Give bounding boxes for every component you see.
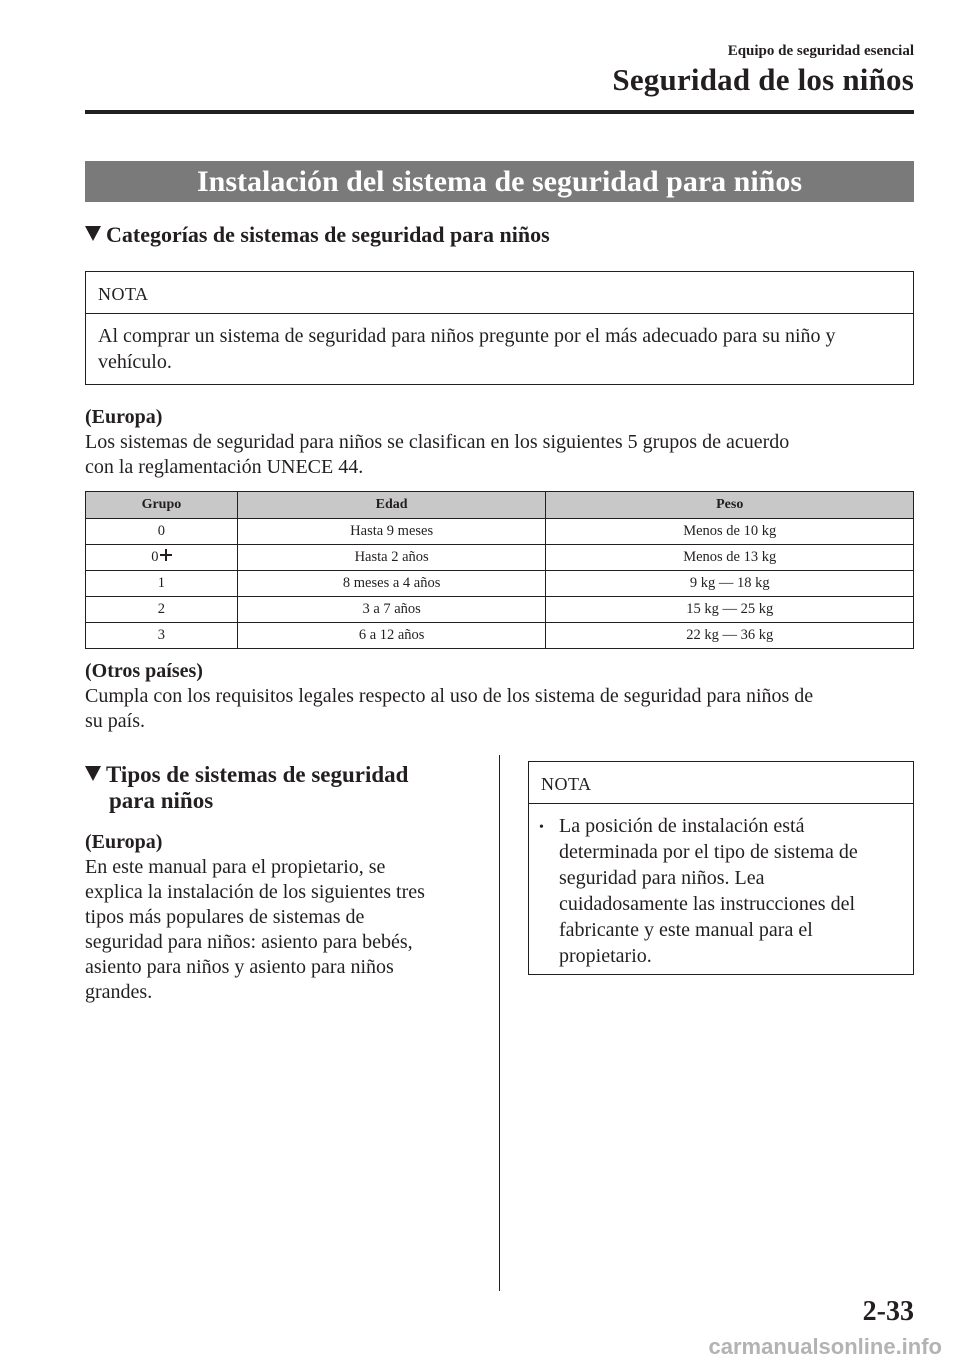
section2-line: explica la instalación de los siguientes tres bbox=[85, 881, 425, 903]
section-banner: Instalación del sistema de seguridad para niños bbox=[85, 161, 914, 202]
note-bullet-text bbox=[559, 813, 858, 969]
watermark[interactable]: carmanualsonline.info bbox=[708, 1334, 942, 1359]
col-header-grupo: Grupo bbox=[86, 492, 238, 519]
cell-grupo: 2 bbox=[86, 597, 238, 623]
cell-peso: 22 kg ― 36 kg bbox=[546, 623, 914, 649]
section1-heading-text: Categorías de sistemas de seguridad para niños bbox=[106, 222, 550, 247]
europe-text-line2: con la reglamentación UNECE 44. bbox=[85, 456, 364, 478]
note-line: cuidadosamente las instrucciones del bbox=[559, 893, 856, 915]
other-countries-paragraph bbox=[85, 659, 813, 734]
header-title: Seguridad de los niños bbox=[612, 62, 914, 97]
bullet-icon: • bbox=[539, 820, 544, 835]
cell-peso: Menos de 13 kg bbox=[546, 545, 914, 571]
cell-grupo: 1 bbox=[86, 571, 238, 597]
section2-line: grandes. bbox=[85, 981, 153, 1003]
note-box-1 bbox=[85, 271, 914, 385]
table-row bbox=[86, 597, 914, 623]
header-rule bbox=[85, 110, 914, 114]
note-line: seguridad para niños. Lea bbox=[559, 867, 765, 889]
cell-edad: 8 meses a 4 años bbox=[237, 571, 546, 597]
section2-paragraph bbox=[85, 830, 425, 1005]
cell-grupo-text: 0 bbox=[151, 549, 159, 565]
table-row bbox=[86, 545, 914, 571]
cell-grupo: 3 bbox=[86, 623, 238, 649]
cell-edad: 6 a 12 años bbox=[237, 623, 546, 649]
column-divider bbox=[499, 755, 500, 1291]
note-line: La posición de instalación está bbox=[559, 815, 805, 837]
europe-text-line1: Los sistemas de seguridad para niños se clasifican en los siguientes 5 grupos de acuerdo bbox=[85, 431, 790, 453]
other-text-line2: su país. bbox=[85, 710, 145, 732]
header-subtitle: Equipo de seguridad esencial bbox=[727, 43, 914, 59]
cell-peso: Menos de 10 kg bbox=[546, 519, 914, 545]
col-header-peso: Peso bbox=[546, 492, 914, 519]
table-header-row bbox=[86, 492, 914, 519]
cell-edad: Hasta 2 años bbox=[237, 545, 546, 571]
note-line: propietario. bbox=[559, 945, 652, 967]
plus-icon bbox=[160, 549, 172, 561]
section2-heading-line2: para niños bbox=[109, 788, 214, 813]
page-number: 2-33 bbox=[862, 1296, 914, 1327]
section2-heading bbox=[85, 762, 408, 814]
section2-europe-label: (Europa) bbox=[85, 831, 163, 853]
section2-heading-line1: Tipos de sistemas de seguridad bbox=[106, 762, 409, 787]
europe-label: (Europa) bbox=[85, 406, 163, 428]
table-row bbox=[86, 519, 914, 545]
note-line: determinada por el tipo de sistema de bbox=[559, 841, 858, 863]
cell-peso: 9 kg ― 18 kg bbox=[546, 571, 914, 597]
groups-table bbox=[85, 491, 914, 649]
other-countries-label: (Otros países) bbox=[85, 660, 203, 682]
europe-paragraph bbox=[85, 405, 789, 480]
section2-line: seguridad para niños: asiento para bebés, bbox=[85, 931, 413, 953]
section1-heading bbox=[85, 222, 550, 248]
table-row bbox=[86, 571, 914, 597]
down-triangle-icon bbox=[85, 226, 101, 241]
cell-edad: 3 a 7 años bbox=[237, 597, 546, 623]
note-box-2 bbox=[528, 761, 914, 975]
section2-line: En este manual para el propietario, se bbox=[85, 856, 386, 878]
col-header-edad: Edad bbox=[237, 492, 546, 519]
note-text: Al comprar un sistema de seguridad para niños pregunte por el más adecuado para su niño y vehículo. bbox=[98, 325, 836, 373]
section2-line: tipos más populares de sistemas de bbox=[85, 906, 365, 928]
note-label: NOTA bbox=[86, 272, 913, 314]
down-triangle-icon bbox=[85, 766, 101, 781]
note-label: NOTA bbox=[529, 762, 913, 804]
cell-grupo bbox=[86, 545, 238, 571]
table-row bbox=[86, 623, 914, 649]
cell-grupo: 0 bbox=[86, 519, 238, 545]
note-line: fabricante y este manual para el bbox=[559, 919, 813, 941]
other-text-line1: Cumpla con los requisitos legales respecto al uso de los sistema de seguridad para niños de bbox=[85, 685, 814, 707]
section2-line: asiento para niños y asiento para niños bbox=[85, 956, 394, 978]
cell-edad: Hasta 9 meses bbox=[237, 519, 546, 545]
cell-peso: 15 kg ― 25 kg bbox=[546, 597, 914, 623]
note-bullet-item bbox=[529, 804, 913, 977]
